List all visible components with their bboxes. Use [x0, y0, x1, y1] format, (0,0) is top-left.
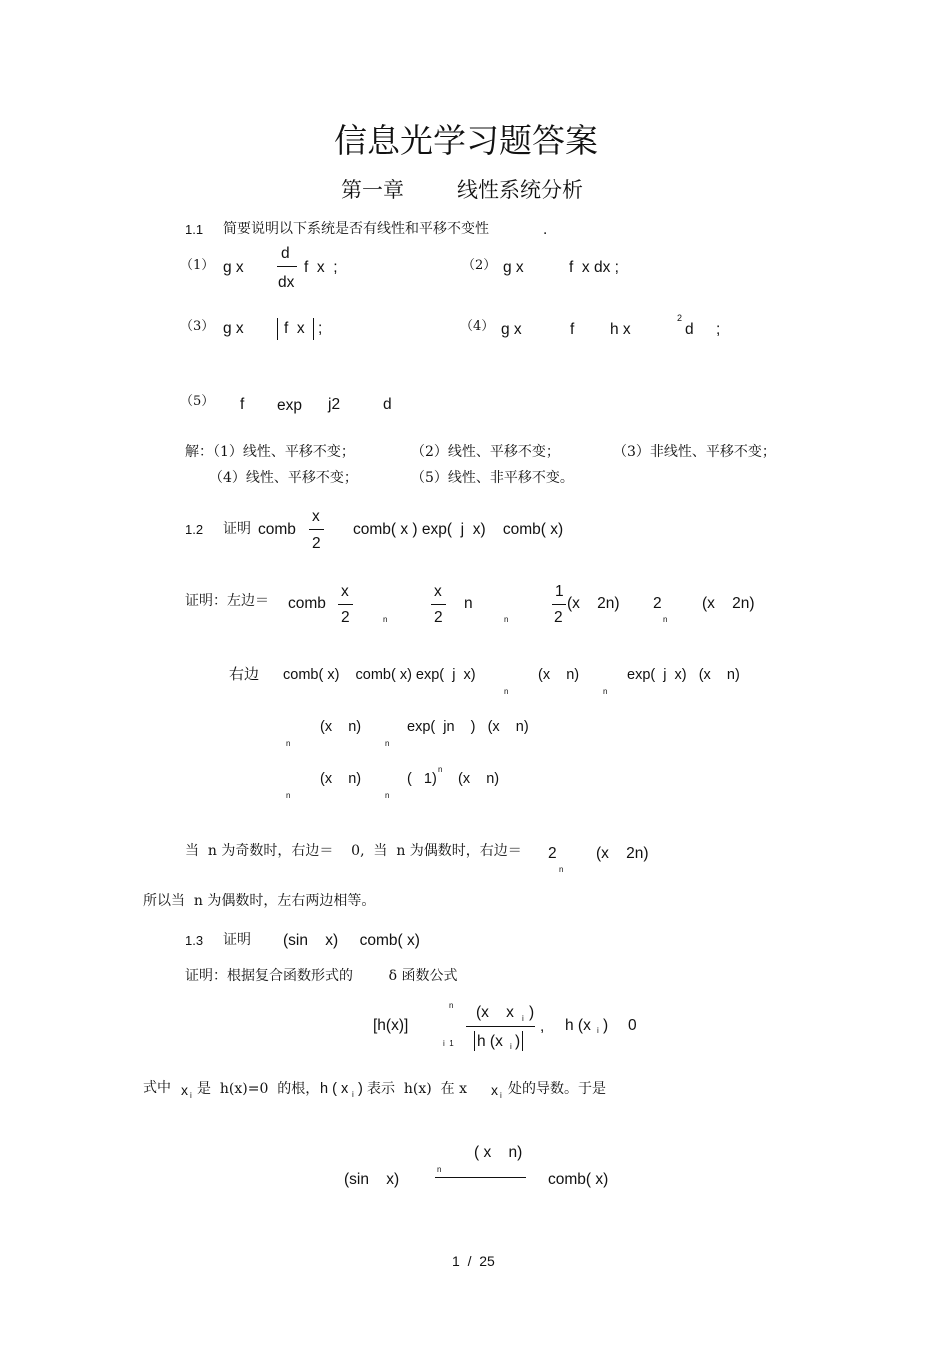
sum-upper: n: [449, 1001, 454, 1010]
math-text: exp( j x) (x n): [627, 667, 740, 683]
abs-bar-left: [474, 1031, 475, 1051]
math-text: (x 2n): [567, 595, 620, 612]
item-label: （4）: [460, 319, 495, 334]
proof-label: 证明：左边＝: [185, 593, 269, 609]
problem-number: 1.2: [185, 522, 204, 537]
math-text: comb: [258, 521, 296, 538]
item-label: （1）: [180, 258, 215, 273]
math-text: j2: [328, 396, 341, 413]
conclusion-text: 所以当 n 为偶数时，左右两边相等。: [143, 893, 376, 909]
math-text: exp: [277, 397, 302, 414]
fraction-denominator: 2: [312, 535, 321, 552]
math-text: exp( jn ) (x n): [407, 719, 529, 735]
math-text: (x n): [538, 667, 580, 683]
fraction-numerator: d: [281, 245, 290, 262]
sum-index: n: [385, 739, 390, 748]
subscript: i: [510, 1042, 512, 1051]
fraction-bar: [435, 1177, 526, 1178]
math-text: 0: [628, 1017, 637, 1034]
item-label: （3）: [180, 319, 215, 334]
sum-index: n: [504, 615, 509, 624]
math-text: x: [491, 1082, 498, 1098]
answer-text: 解：（1）线性、平移不变；: [185, 444, 355, 460]
superscript: n: [438, 765, 443, 774]
math-text: ;: [318, 320, 323, 337]
subscript: i: [500, 1091, 502, 1100]
problem-text: 证明: [223, 932, 251, 948]
math-text: h ( x: [320, 1081, 349, 1097]
subscript: i: [597, 1026, 599, 1035]
superscript: 2: [677, 313, 683, 323]
problem-text: 证明: [223, 521, 251, 537]
math-text: 2: [548, 845, 557, 862]
math-text: ): [603, 1017, 609, 1034]
math-text: comb: [288, 595, 326, 612]
fraction-numerator: x: [312, 508, 320, 525]
fraction-denominator: ): [515, 1033, 521, 1050]
math-text: (sin x): [344, 1171, 400, 1188]
math-text: f x ;: [304, 259, 338, 276]
math-text: ( 1): [407, 771, 437, 787]
sum-index: n: [383, 615, 388, 624]
math-text: h x: [610, 321, 631, 338]
sum-index: n: [504, 687, 509, 696]
explanation-text: 处的导数。于是: [508, 1081, 606, 1097]
problem-text: 简要说明以下系统是否有线性和平移不变性: [223, 221, 489, 237]
math-text: f: [240, 396, 245, 413]
explanation-text: 式中: [143, 1080, 171, 1096]
math-text: ;: [716, 321, 721, 338]
fraction-numerator: ( x n): [474, 1144, 523, 1161]
math-text: (sin x) comb( x): [283, 932, 420, 949]
math-text: n: [464, 595, 473, 612]
math-text: g x: [223, 259, 244, 276]
abs-bar-right: [522, 1031, 523, 1051]
math-text: ,: [540, 1018, 545, 1035]
fraction-denominator: 2: [341, 609, 350, 626]
math-text: f: [570, 321, 575, 338]
subscript: i: [190, 1091, 192, 1100]
answer-text: （4）线性、平移不变；: [209, 470, 358, 486]
fraction-denominator: h (x: [477, 1033, 503, 1050]
item-label: （2）: [462, 258, 497, 273]
math-text: (x 2n): [596, 845, 649, 862]
fraction-numerator: x: [434, 583, 442, 600]
math-text: comb( x): [548, 1171, 609, 1188]
math-text: ): [358, 1081, 363, 1097]
item-label: （5）: [180, 394, 215, 409]
math-text: d: [383, 396, 392, 413]
sum-index: n: [663, 615, 668, 624]
problem-number: 1.3: [185, 933, 204, 948]
math-text: (x 2n): [702, 595, 755, 612]
math-text: comb( x ) exp( j x) comb( x): [353, 521, 564, 538]
subscript: i: [352, 1090, 354, 1099]
math-text: g x: [223, 320, 244, 337]
math-text: d: [685, 321, 694, 338]
math-text: comb( x) comb( x) exp( j x): [283, 667, 476, 683]
math-text: g x: [503, 259, 524, 276]
math-text: (x n): [458, 771, 500, 787]
math-text: 2: [653, 595, 662, 612]
fraction-bar: [431, 604, 446, 605]
document-title: 信息光学习题答案: [334, 121, 598, 160]
sum-index: n: [603, 687, 608, 696]
fraction-denominator: 2: [434, 609, 443, 626]
fraction-numerator: 1: [555, 583, 564, 600]
answer-text: （2）线性、平移不变；: [411, 444, 560, 460]
page-number: 1 / 25: [452, 1253, 495, 1269]
explanation-text: 是 h(x)=0 的根，: [197, 1081, 320, 1097]
abs-bar-left: [277, 318, 278, 340]
fraction-bar: [309, 529, 324, 530]
chapter-label: 第一章: [341, 178, 404, 202]
answer-text: （3）非线性、平移不变；: [613, 444, 776, 460]
sum-index: n: [286, 791, 291, 800]
chapter-name: 线性系统分析: [457, 178, 583, 202]
math-text: x: [181, 1082, 188, 1098]
fraction-numerator: ): [529, 1004, 535, 1021]
answer-text: （5）线性、非平移不变。: [411, 470, 574, 486]
right-side-label: 右边: [229, 665, 260, 683]
math-text: [h(x)]: [373, 1017, 409, 1034]
problem-number: 1.1: [185, 222, 204, 237]
math-text: f x dx ;: [569, 259, 619, 276]
explanation-text: 表示 h(x) 在 x: [367, 1081, 467, 1097]
sum-index: n: [559, 865, 564, 874]
problem-text-dot: .: [543, 221, 548, 238]
fraction-numerator: (x x: [476, 1004, 514, 1021]
fraction-denominator: 2: [554, 609, 563, 626]
sum-index: n: [437, 1165, 442, 1174]
math-text: (x n): [320, 771, 362, 787]
case-text: 当 n 为奇数时，右边＝ 0, 当 n 为偶数时，右边＝: [185, 843, 522, 859]
fraction-bar: [552, 604, 566, 605]
math-text: (x n): [320, 719, 362, 735]
abs-bar-right: [313, 318, 314, 340]
sum-index: n: [385, 791, 390, 800]
fraction-numerator: x: [341, 583, 349, 600]
math-text: f x: [284, 320, 305, 337]
math-text: h (x: [565, 1017, 591, 1034]
fraction-bar: [338, 604, 353, 605]
sum-lower: i 1: [443, 1039, 454, 1048]
proof-text: 证明：根据复合函数形式的 δ 函数公式: [185, 968, 458, 984]
sum-index: n: [286, 739, 291, 748]
subscript: i: [522, 1014, 524, 1023]
math-text: g x: [501, 321, 522, 338]
fraction-bar: [277, 266, 297, 267]
fraction-bar: [466, 1026, 535, 1027]
fraction-denominator: dx: [278, 274, 295, 291]
